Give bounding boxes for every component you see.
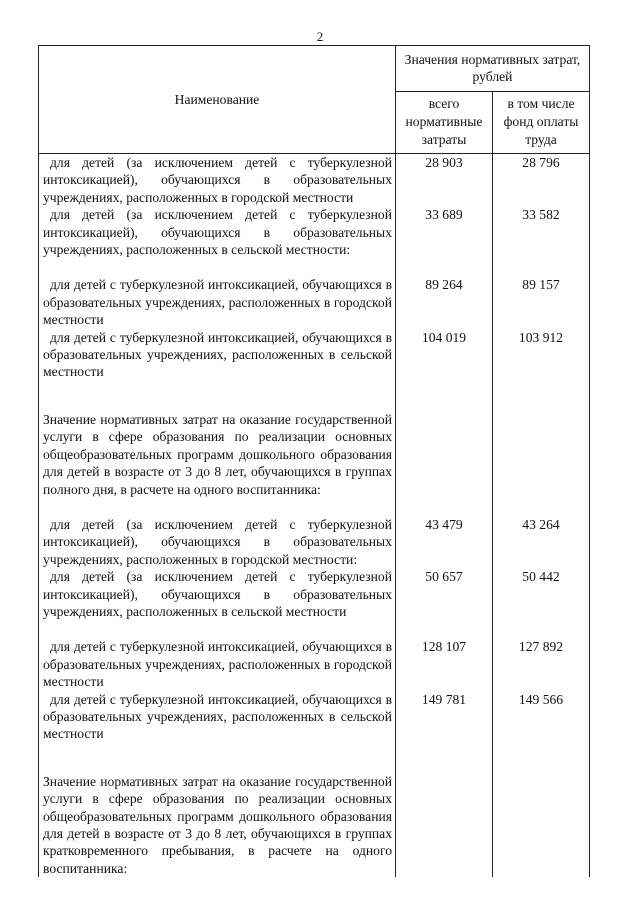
row-wage: 127 892 [493,638,590,690]
table-row-section [39,773,590,877]
table-row [39,329,590,381]
table-row [39,638,590,690]
row-total: 104 019 [396,329,493,381]
row-name: для детей (за исключением детей с туберкулезной интоксикацией), обучающихся в образовательных учреждениях, расположенных в сельской местности: [43,207,392,258]
row-total: 43 479 [396,516,493,568]
row-total: 28 903 [396,154,493,207]
row-wage: 43 264 [493,516,590,568]
row-name: для детей с туберкулезной интоксикацией, обучающихся в образовательных учреждениях, расположенных в сельской местности [43,329,392,380]
row-total: 33 689 [396,206,493,258]
table-row [39,568,590,620]
table-row [39,691,590,743]
row-name: для детей (за исключением детей с туберкулезной интоксикацией), обучающихся в образовательных учреждениях, расположенных в городской местности: [43,516,392,567]
section-heading: Значение нормативных затрат на оказание государственной услуги в сфере образования по реализации основных общеобразовательных программ дошкольного образования для детей в возрасте от 3 до 8 лет, обучающихся в группах полного дня, в расчете на одного воспитанника: [43,411,392,497]
table-row-section [39,411,590,498]
column-header-name: Наименование [39,46,396,154]
table-row [39,154,590,207]
column-header-wage: в том числе фонд оплаты труда [493,91,590,153]
row-name: для детей с туберкулезной интоксикацией, обучающихся в образовательных учреждениях, расположенных в городской местности [43,277,392,328]
row-wage: 28 796 [493,154,590,207]
row-name: для детей с туберкулезной интоксикацией, обучающихся в образовательных учреждениях, расположенных в сельской местности [43,691,392,742]
row-wage: 89 157 [493,276,590,328]
table-row [39,206,590,258]
row-total: 149 781 [396,691,493,743]
table-row [39,516,590,568]
row-total: 50 657 [396,568,493,620]
table-row [39,276,590,328]
normative-costs-table [38,45,590,877]
row-total: 89 264 [396,276,493,328]
row-wage: 149 566 [493,691,590,743]
column-header-group: Значения нормативных затрат, рублей [396,46,590,92]
section-heading: Значение нормативных затрат на оказание государственной услуги в сфере образования по реализации основных общеобразовательных программ дошкольного образования для детей в возрасте от 3 до 8 лет, обучающихся в группах кратковременного пребывания, в расчете на одного воспитанника: [43,773,392,876]
row-name: для детей (за исключением детей с туберкулезной интоксикацией), обучающихся в образовательных учреждениях, расположенных в городской местности [43,155,392,205]
row-name: для детей (за исключением детей с туберкулезной интоксикацией), обучающихся в образовательных учреждениях, расположенных в сельской местности [43,569,392,619]
column-header-total: всего нормативные затраты [396,91,493,153]
page-number: 2 [316,29,324,44]
row-wage: 103 912 [493,329,590,381]
row-wage: 50 442 [493,568,590,620]
row-name: для детей с туберкулезной интоксикацией, обучающихся в образовательных учреждениях, расположенных в городской местности [43,639,392,690]
row-wage: 33 582 [493,206,590,258]
row-total: 128 107 [396,638,493,690]
